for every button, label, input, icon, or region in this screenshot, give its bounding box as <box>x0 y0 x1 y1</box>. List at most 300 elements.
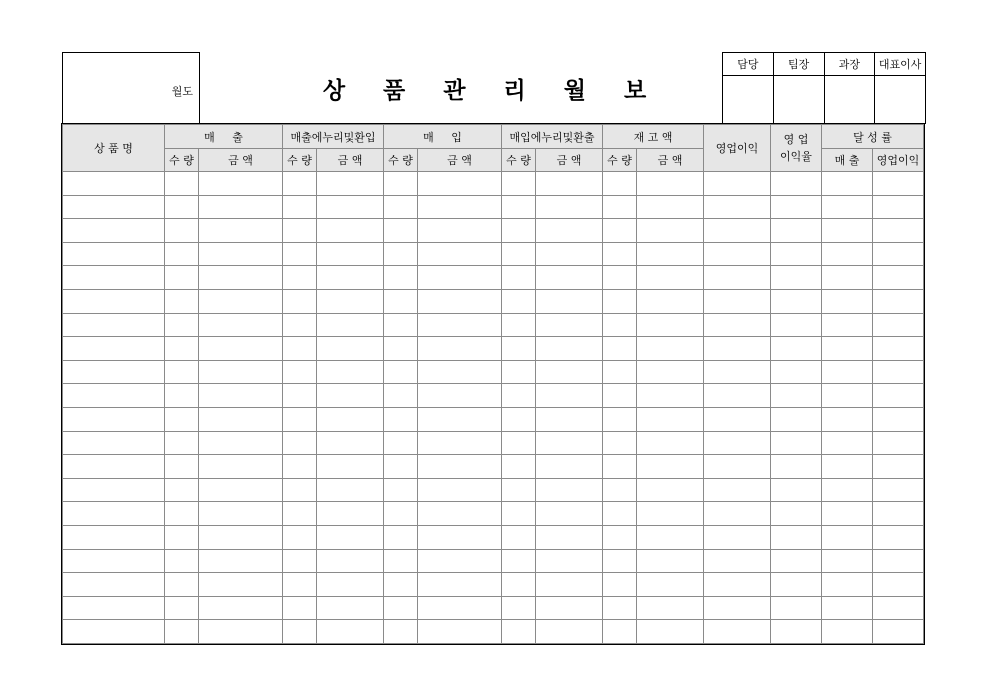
table-cell[interactable] <box>704 549 771 573</box>
table-cell[interactable] <box>536 478 603 502</box>
table-cell[interactable] <box>536 620 603 644</box>
table-cell[interactable] <box>283 596 317 620</box>
table-cell[interactable] <box>822 195 873 219</box>
table-cell[interactable] <box>771 407 822 431</box>
table-cell[interactable] <box>317 242 384 266</box>
table-cell[interactable] <box>63 596 165 620</box>
table-cell[interactable] <box>536 384 603 408</box>
table-cell[interactable] <box>317 384 384 408</box>
table-cell[interactable] <box>317 360 384 384</box>
table-cell[interactable] <box>771 337 822 361</box>
table-cell[interactable] <box>63 525 165 549</box>
table-cell[interactable] <box>199 525 283 549</box>
table-cell[interactable] <box>771 455 822 479</box>
table-cell[interactable] <box>418 337 502 361</box>
table-cell[interactable] <box>822 407 873 431</box>
table-cell[interactable] <box>199 478 283 502</box>
table-cell[interactable] <box>502 525 536 549</box>
table-cell[interactable] <box>603 455 637 479</box>
table-cell[interactable] <box>771 620 822 644</box>
table-cell[interactable] <box>283 478 317 502</box>
table-cell[interactable] <box>283 195 317 219</box>
table-cell[interactable] <box>502 407 536 431</box>
table-cell[interactable] <box>637 219 704 243</box>
table-cell[interactable] <box>704 596 771 620</box>
table-cell[interactable] <box>418 289 502 313</box>
table-cell[interactable] <box>603 549 637 573</box>
table-cell[interactable] <box>771 431 822 455</box>
table-cell[interactable] <box>822 313 873 337</box>
table-cell[interactable] <box>165 313 199 337</box>
table-cell[interactable] <box>603 525 637 549</box>
table-cell[interactable] <box>502 337 536 361</box>
table-cell[interactable] <box>873 172 924 196</box>
table-cell[interactable] <box>771 549 822 573</box>
table-cell[interactable] <box>418 620 502 644</box>
table-cell[interactable] <box>603 172 637 196</box>
table-cell[interactable] <box>704 502 771 526</box>
table-cell[interactable] <box>704 620 771 644</box>
table-cell[interactable] <box>384 172 418 196</box>
table-cell[interactable] <box>536 596 603 620</box>
table-cell[interactable] <box>603 242 637 266</box>
table-cell[interactable] <box>317 431 384 455</box>
table-cell[interactable] <box>199 502 283 526</box>
table-cell[interactable] <box>603 219 637 243</box>
table-cell[interactable] <box>418 596 502 620</box>
approval-sign-team-lead[interactable] <box>773 76 824 124</box>
table-cell[interactable] <box>165 360 199 384</box>
table-cell[interactable] <box>822 266 873 290</box>
table-cell[interactable] <box>704 195 771 219</box>
table-cell[interactable] <box>603 360 637 384</box>
period-box[interactable] <box>62 52 200 124</box>
table-cell[interactable] <box>283 266 317 290</box>
table-cell[interactable] <box>637 596 704 620</box>
table-cell[interactable] <box>771 219 822 243</box>
approval-sign-ceo[interactable] <box>875 76 926 124</box>
table-cell[interactable] <box>165 596 199 620</box>
table-cell[interactable] <box>63 573 165 597</box>
table-cell[interactable] <box>165 502 199 526</box>
table-cell[interactable] <box>536 266 603 290</box>
table-cell[interactable] <box>603 502 637 526</box>
table-cell[interactable] <box>418 195 502 219</box>
table-cell[interactable] <box>873 360 924 384</box>
table-cell[interactable] <box>822 573 873 597</box>
table-cell[interactable] <box>873 384 924 408</box>
table-cell[interactable] <box>502 478 536 502</box>
table-cell[interactable] <box>704 242 771 266</box>
table-cell[interactable] <box>384 313 418 337</box>
table-cell[interactable] <box>283 337 317 361</box>
table-cell[interactable] <box>384 337 418 361</box>
table-cell[interactable] <box>637 172 704 196</box>
table-cell[interactable] <box>704 219 771 243</box>
table-cell[interactable] <box>536 549 603 573</box>
table-cell[interactable] <box>418 525 502 549</box>
table-cell[interactable] <box>704 289 771 313</box>
table-cell[interactable] <box>63 172 165 196</box>
table-cell[interactable] <box>637 620 704 644</box>
table-cell[interactable] <box>822 502 873 526</box>
table-cell[interactable] <box>384 219 418 243</box>
table-cell[interactable] <box>418 549 502 573</box>
table-cell[interactable] <box>283 219 317 243</box>
table-cell[interactable] <box>63 360 165 384</box>
table-cell[interactable] <box>63 620 165 644</box>
table-cell[interactable] <box>165 384 199 408</box>
table-cell[interactable] <box>283 573 317 597</box>
table-cell[interactable] <box>418 266 502 290</box>
table-cell[interactable] <box>873 313 924 337</box>
table-cell[interactable] <box>637 313 704 337</box>
table-cell[interactable] <box>384 455 418 479</box>
table-cell[interactable] <box>637 242 704 266</box>
table-cell[interactable] <box>704 455 771 479</box>
table-cell[interactable] <box>873 525 924 549</box>
table-cell[interactable] <box>873 266 924 290</box>
table-cell[interactable] <box>199 172 283 196</box>
table-cell[interactable] <box>502 620 536 644</box>
table-cell[interactable] <box>165 455 199 479</box>
table-cell[interactable] <box>384 289 418 313</box>
table-cell[interactable] <box>317 549 384 573</box>
table-cell[interactable] <box>637 384 704 408</box>
table-cell[interactable] <box>536 407 603 431</box>
table-cell[interactable] <box>637 407 704 431</box>
table-cell[interactable] <box>536 455 603 479</box>
table-cell[interactable] <box>873 289 924 313</box>
table-cell[interactable] <box>873 407 924 431</box>
table-cell[interactable] <box>283 525 317 549</box>
table-cell[interactable] <box>502 266 536 290</box>
table-cell[interactable] <box>199 620 283 644</box>
table-cell[interactable] <box>317 195 384 219</box>
table-cell[interactable] <box>165 289 199 313</box>
table-cell[interactable] <box>165 337 199 361</box>
table-cell[interactable] <box>822 172 873 196</box>
table-cell[interactable] <box>199 313 283 337</box>
table-cell[interactable] <box>502 549 536 573</box>
table-cell[interactable] <box>873 549 924 573</box>
table-cell[interactable] <box>822 360 873 384</box>
table-cell[interactable] <box>384 549 418 573</box>
table-cell[interactable] <box>502 455 536 479</box>
table-cell[interactable] <box>603 596 637 620</box>
table-cell[interactable] <box>704 360 771 384</box>
table-cell[interactable] <box>502 172 536 196</box>
table-cell[interactable] <box>603 289 637 313</box>
table-cell[interactable] <box>283 455 317 479</box>
table-cell[interactable] <box>603 407 637 431</box>
table-cell[interactable] <box>704 384 771 408</box>
table-cell[interactable] <box>317 407 384 431</box>
table-cell[interactable] <box>704 525 771 549</box>
table-cell[interactable] <box>384 242 418 266</box>
table-cell[interactable] <box>63 242 165 266</box>
table-cell[interactable] <box>199 431 283 455</box>
table-cell[interactable] <box>283 172 317 196</box>
table-cell[interactable] <box>637 337 704 361</box>
table-cell[interactable] <box>165 549 199 573</box>
table-cell[interactable] <box>771 502 822 526</box>
table-cell[interactable] <box>873 620 924 644</box>
table-cell[interactable] <box>771 195 822 219</box>
table-cell[interactable] <box>771 360 822 384</box>
table-cell[interactable] <box>283 620 317 644</box>
table-cell[interactable] <box>637 431 704 455</box>
table-cell[interactable] <box>199 219 283 243</box>
table-cell[interactable] <box>637 478 704 502</box>
table-cell[interactable] <box>63 195 165 219</box>
table-cell[interactable] <box>822 478 873 502</box>
table-cell[interactable] <box>384 195 418 219</box>
table-cell[interactable] <box>502 573 536 597</box>
table-cell[interactable] <box>283 313 317 337</box>
table-cell[interactable] <box>165 407 199 431</box>
table-cell[interactable] <box>283 384 317 408</box>
table-cell[interactable] <box>771 596 822 620</box>
table-cell[interactable] <box>637 573 704 597</box>
table-cell[interactable] <box>502 195 536 219</box>
table-cell[interactable] <box>704 407 771 431</box>
table-cell[interactable] <box>317 573 384 597</box>
table-cell[interactable] <box>637 360 704 384</box>
table-cell[interactable] <box>317 289 384 313</box>
table-cell[interactable] <box>822 549 873 573</box>
table-cell[interactable] <box>822 337 873 361</box>
table-cell[interactable] <box>165 478 199 502</box>
table-cell[interactable] <box>771 573 822 597</box>
table-cell[interactable] <box>63 313 165 337</box>
table-cell[interactable] <box>418 502 502 526</box>
table-cell[interactable] <box>199 384 283 408</box>
table-cell[interactable] <box>317 172 384 196</box>
table-cell[interactable] <box>199 573 283 597</box>
approval-sign-manager[interactable] <box>824 76 875 124</box>
table-cell[interactable] <box>317 266 384 290</box>
table-cell[interactable] <box>165 242 199 266</box>
table-cell[interactable] <box>536 242 603 266</box>
table-cell[interactable] <box>384 502 418 526</box>
table-cell[interactable] <box>384 620 418 644</box>
table-cell[interactable] <box>502 219 536 243</box>
table-cell[interactable] <box>603 431 637 455</box>
table-cell[interactable] <box>418 313 502 337</box>
table-cell[interactable] <box>283 549 317 573</box>
table-cell[interactable] <box>771 525 822 549</box>
table-cell[interactable] <box>418 431 502 455</box>
table-cell[interactable] <box>199 455 283 479</box>
table-cell[interactable] <box>63 455 165 479</box>
table-cell[interactable] <box>822 525 873 549</box>
table-cell[interactable] <box>418 172 502 196</box>
table-cell[interactable] <box>384 384 418 408</box>
table-cell[interactable] <box>165 620 199 644</box>
table-cell[interactable] <box>283 289 317 313</box>
table-cell[interactable] <box>418 455 502 479</box>
table-cell[interactable] <box>283 431 317 455</box>
table-cell[interactable] <box>536 360 603 384</box>
table-cell[interactable] <box>199 407 283 431</box>
table-cell[interactable] <box>418 478 502 502</box>
table-cell[interactable] <box>317 313 384 337</box>
table-cell[interactable] <box>165 219 199 243</box>
table-cell[interactable] <box>384 360 418 384</box>
table-cell[interactable] <box>317 596 384 620</box>
table-cell[interactable] <box>199 337 283 361</box>
table-cell[interactable] <box>283 360 317 384</box>
table-cell[interactable] <box>317 219 384 243</box>
table-cell[interactable] <box>165 431 199 455</box>
table-cell[interactable] <box>63 219 165 243</box>
table-cell[interactable] <box>199 360 283 384</box>
table-cell[interactable] <box>165 172 199 196</box>
table-cell[interactable] <box>603 195 637 219</box>
table-cell[interactable] <box>822 384 873 408</box>
table-cell[interactable] <box>771 384 822 408</box>
table-cell[interactable] <box>637 455 704 479</box>
table-cell[interactable] <box>384 573 418 597</box>
table-cell[interactable] <box>822 242 873 266</box>
table-cell[interactable] <box>603 337 637 361</box>
table-cell[interactable] <box>536 219 603 243</box>
table-cell[interactable] <box>317 620 384 644</box>
table-cell[interactable] <box>317 337 384 361</box>
table-cell[interactable] <box>418 219 502 243</box>
table-cell[interactable] <box>637 549 704 573</box>
table-cell[interactable] <box>283 502 317 526</box>
table-cell[interactable] <box>536 525 603 549</box>
table-cell[interactable] <box>873 573 924 597</box>
table-cell[interactable] <box>873 337 924 361</box>
table-cell[interactable] <box>502 313 536 337</box>
table-cell[interactable] <box>199 242 283 266</box>
table-cell[interactable] <box>603 384 637 408</box>
table-cell[interactable] <box>704 478 771 502</box>
table-cell[interactable] <box>384 431 418 455</box>
table-cell[interactable] <box>704 313 771 337</box>
table-cell[interactable] <box>199 266 283 290</box>
table-cell[interactable] <box>63 478 165 502</box>
table-cell[interactable] <box>873 455 924 479</box>
table-cell[interactable] <box>384 596 418 620</box>
table-cell[interactable] <box>822 431 873 455</box>
table-cell[interactable] <box>63 407 165 431</box>
table-cell[interactable] <box>873 478 924 502</box>
table-cell[interactable] <box>704 431 771 455</box>
table-cell[interactable] <box>603 313 637 337</box>
table-cell[interactable] <box>873 195 924 219</box>
table-cell[interactable] <box>199 596 283 620</box>
table-cell[interactable] <box>63 384 165 408</box>
table-cell[interactable] <box>603 478 637 502</box>
table-cell[interactable] <box>873 596 924 620</box>
table-cell[interactable] <box>536 313 603 337</box>
table-cell[interactable] <box>384 478 418 502</box>
table-cell[interactable] <box>317 525 384 549</box>
table-cell[interactable] <box>63 266 165 290</box>
table-cell[interactable] <box>536 172 603 196</box>
table-cell[interactable] <box>873 219 924 243</box>
table-cell[interactable] <box>199 195 283 219</box>
table-cell[interactable] <box>317 502 384 526</box>
table-cell[interactable] <box>873 242 924 266</box>
table-cell[interactable] <box>199 289 283 313</box>
table-cell[interactable] <box>704 337 771 361</box>
table-cell[interactable] <box>536 195 603 219</box>
table-cell[interactable] <box>822 620 873 644</box>
table-cell[interactable] <box>536 502 603 526</box>
table-cell[interactable] <box>637 502 704 526</box>
table-cell[interactable] <box>637 195 704 219</box>
table-cell[interactable] <box>502 242 536 266</box>
table-cell[interactable] <box>603 573 637 597</box>
table-cell[interactable] <box>502 289 536 313</box>
table-cell[interactable] <box>283 242 317 266</box>
table-cell[interactable] <box>502 384 536 408</box>
table-cell[interactable] <box>63 549 165 573</box>
table-cell[interactable] <box>822 596 873 620</box>
table-cell[interactable] <box>502 360 536 384</box>
table-cell[interactable] <box>418 242 502 266</box>
table-cell[interactable] <box>771 313 822 337</box>
table-cell[interactable] <box>418 384 502 408</box>
table-cell[interactable] <box>637 289 704 313</box>
table-cell[interactable] <box>536 289 603 313</box>
table-cell[interactable] <box>536 337 603 361</box>
table-cell[interactable] <box>637 525 704 549</box>
table-cell[interactable] <box>873 502 924 526</box>
table-cell[interactable] <box>63 337 165 361</box>
table-cell[interactable] <box>822 289 873 313</box>
table-cell[interactable] <box>317 455 384 479</box>
table-cell[interactable] <box>771 478 822 502</box>
table-cell[interactable] <box>502 431 536 455</box>
table-cell[interactable] <box>502 502 536 526</box>
table-cell[interactable] <box>502 596 536 620</box>
table-cell[interactable] <box>603 620 637 644</box>
table-cell[interactable] <box>704 266 771 290</box>
table-cell[interactable] <box>63 431 165 455</box>
table-cell[interactable] <box>873 431 924 455</box>
table-cell[interactable] <box>418 360 502 384</box>
table-cell[interactable] <box>603 266 637 290</box>
table-cell[interactable] <box>384 407 418 431</box>
table-cell[interactable] <box>384 525 418 549</box>
table-cell[interactable] <box>63 502 165 526</box>
table-cell[interactable] <box>63 289 165 313</box>
table-cell[interactable] <box>771 266 822 290</box>
table-cell[interactable] <box>771 289 822 313</box>
table-cell[interactable] <box>384 266 418 290</box>
table-cell[interactable] <box>317 478 384 502</box>
table-cell[interactable] <box>822 455 873 479</box>
table-cell[interactable] <box>165 195 199 219</box>
table-cell[interactable] <box>536 573 603 597</box>
table-cell[interactable] <box>771 242 822 266</box>
table-cell[interactable] <box>199 549 283 573</box>
approval-sign-staff[interactable] <box>723 76 774 124</box>
table-cell[interactable] <box>637 266 704 290</box>
table-cell[interactable] <box>536 431 603 455</box>
table-cell[interactable] <box>771 172 822 196</box>
table-cell[interactable] <box>165 266 199 290</box>
table-cell[interactable] <box>418 573 502 597</box>
table-cell[interactable] <box>418 407 502 431</box>
table-cell[interactable] <box>165 525 199 549</box>
